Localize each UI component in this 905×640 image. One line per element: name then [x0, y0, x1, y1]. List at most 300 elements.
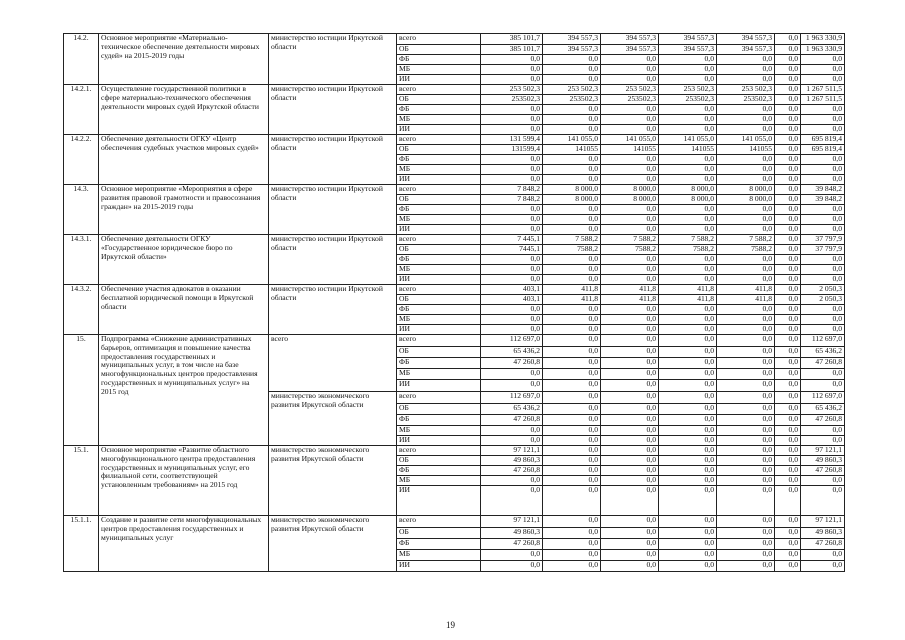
amount-cell: 131 599,4	[481, 135, 543, 145]
amount-cell: 0,0	[481, 115, 543, 125]
amount-cell: 97 121,1	[481, 516, 543, 528]
amount-cell: 0,0	[717, 55, 775, 65]
table-body	[64, 34, 845, 572]
amount-cell: 8 000,0	[543, 185, 601, 195]
amount-cell: 0,0	[775, 404, 801, 415]
amount-cell: 47 260,8	[801, 539, 845, 550]
amount-cell: 0,0	[481, 125, 543, 135]
amount-cell: 0,0	[601, 466, 659, 476]
amount-cell: 0,0	[601, 347, 659, 358]
funding-source: всего	[397, 34, 481, 45]
amount-cell: 0,0	[717, 358, 775, 369]
amount-cell: 0,0	[801, 215, 845, 225]
amount-cell: 8 000,0	[659, 185, 717, 195]
amount-cell: 0,0	[801, 305, 845, 315]
amount-cell: 0,0	[481, 175, 543, 185]
amount-cell: 0,0	[717, 561, 775, 572]
amount-cell: 0,0	[601, 380, 659, 392]
amount-cell: 0,0	[775, 205, 801, 215]
amount-cell: 0,0	[601, 165, 659, 175]
item-name: Обеспечение деятельности ОГКУ «Государственное юридическое бюро по Иркутской области»	[99, 235, 269, 285]
amount-cell: 0,0	[717, 225, 775, 235]
amount-cell: 411,8	[601, 285, 659, 295]
amount-cell: 0,0	[717, 155, 775, 165]
amount-cell: 141055	[543, 145, 601, 155]
amount-cell: 1 267 511,5	[801, 85, 845, 95]
amount-cell: 0,0	[481, 215, 543, 225]
amount-cell: 0,0	[601, 255, 659, 265]
amount-cell: 0,0	[775, 95, 801, 105]
amount-cell: 1 963 330,9	[801, 45, 845, 55]
amount-cell: 0,0	[717, 65, 775, 75]
item-number: 14.3.2.	[64, 285, 99, 335]
amount-cell: 65 436,2	[801, 347, 845, 358]
amount-cell: 0,0	[775, 516, 801, 528]
amount-cell: 0,0	[659, 415, 717, 426]
amount-cell: 0,0	[659, 215, 717, 225]
amount-cell: 0,0	[775, 195, 801, 205]
amount-cell: 0,0	[659, 315, 717, 325]
amount-cell: 0,0	[543, 347, 601, 358]
amount-cell: 0,0	[775, 34, 801, 45]
amount-cell: 0,0	[659, 55, 717, 65]
funding-source: ОБ	[397, 95, 481, 105]
funding-source: всего	[397, 516, 481, 528]
amount-cell: 0,0	[543, 205, 601, 215]
amount-cell: 0,0	[659, 155, 717, 165]
amount-cell: 0,0	[601, 75, 659, 85]
amount-cell: 695 819,4	[801, 135, 845, 145]
funding-source: всего	[397, 392, 481, 404]
amount-cell: 0,0	[659, 265, 717, 275]
amount-cell: 37 797,9	[801, 245, 845, 255]
funding-source: ФБ	[397, 105, 481, 115]
amount-cell: 0,0	[717, 550, 775, 561]
amount-cell: 0,0	[801, 325, 845, 335]
amount-cell: 141055	[601, 145, 659, 155]
amount-cell: 0,0	[775, 75, 801, 85]
amount-cell: 47 260,8	[801, 358, 845, 369]
amount-cell: 411,8	[601, 295, 659, 305]
amount-cell: 47 260,8	[481, 466, 543, 476]
amount-cell: 0,0	[717, 539, 775, 550]
amount-cell: 394 557,3	[717, 34, 775, 45]
funding-source: ИИ	[397, 125, 481, 135]
item-number: 14.2.2.	[64, 135, 99, 185]
amount-cell: 0,0	[775, 561, 801, 572]
amount-cell: 411,8	[543, 295, 601, 305]
amount-cell: 49 860,3	[801, 528, 845, 539]
amount-cell: 7445,1	[481, 245, 543, 255]
funding-source: ИИ	[397, 75, 481, 85]
amount-cell: 394 557,3	[543, 45, 601, 55]
table-row	[64, 135, 845, 145]
executor-cell: министерство экономического развития Иркутской области	[269, 446, 397, 516]
amount-cell: 0,0	[717, 325, 775, 335]
amount-cell: 0,0	[801, 486, 845, 516]
amount-cell: 0,0	[543, 486, 601, 516]
amount-cell: 0,0	[601, 486, 659, 516]
item-number: 14.3.1.	[64, 235, 99, 285]
amount-cell: 0,0	[601, 315, 659, 325]
amount-cell: 0,0	[775, 295, 801, 305]
funding-source: всего	[397, 285, 481, 295]
amount-cell: 0,0	[601, 404, 659, 415]
amount-cell: 0,0	[659, 436, 717, 446]
amount-cell: 0,0	[659, 125, 717, 135]
amount-cell: 0,0	[659, 358, 717, 369]
amount-cell: 253 502,3	[601, 85, 659, 95]
funding-source: ОБ	[397, 404, 481, 415]
amount-cell: 0,0	[775, 215, 801, 225]
amount-cell: 47 260,8	[481, 358, 543, 369]
amount-cell: 0,0	[801, 426, 845, 436]
amount-cell: 0,0	[601, 155, 659, 165]
amount-cell: 394 557,3	[601, 45, 659, 55]
funding-source: МБ	[397, 215, 481, 225]
amount-cell: 65 436,2	[801, 404, 845, 415]
funding-source: МБ	[397, 476, 481, 486]
amount-cell: 0,0	[717, 165, 775, 175]
amount-cell: 7588,2	[543, 245, 601, 255]
amount-cell: 0,0	[601, 225, 659, 235]
amount-cell: 0,0	[775, 305, 801, 315]
amount-cell: 0,0	[543, 55, 601, 65]
amount-cell: 0,0	[801, 65, 845, 75]
amount-cell: 0,0	[775, 165, 801, 175]
amount-cell: 47 260,8	[481, 415, 543, 426]
amount-cell: 0,0	[481, 561, 543, 572]
amount-cell: 0,0	[717, 205, 775, 215]
amount-cell: 0,0	[801, 115, 845, 125]
table-row	[64, 516, 845, 528]
amount-cell: 394 557,3	[659, 34, 717, 45]
amount-cell: 0,0	[659, 175, 717, 185]
amount-cell: 65 436,2	[481, 347, 543, 358]
funding-source: ИИ	[397, 275, 481, 285]
amount-cell: 0,0	[543, 165, 601, 175]
amount-cell: 7 445,1	[481, 235, 543, 245]
amount-cell: 0,0	[481, 155, 543, 165]
amount-cell: 0,0	[601, 265, 659, 275]
amount-cell: 0,0	[717, 426, 775, 436]
funding-source: всего	[397, 335, 481, 347]
amount-cell: 0,0	[543, 466, 601, 476]
amount-cell: 49 860,3	[481, 456, 543, 466]
executor-cell: всего	[269, 335, 397, 392]
amount-cell: 0,0	[601, 561, 659, 572]
amount-cell: 7 588,2	[659, 235, 717, 245]
amount-cell: 0,0	[601, 476, 659, 486]
amount-cell: 0,0	[543, 358, 601, 369]
amount-cell: 0,0	[601, 55, 659, 65]
funding-source: всего	[397, 135, 481, 145]
amount-cell: 47 260,8	[801, 415, 845, 426]
amount-cell: 0,0	[601, 392, 659, 404]
item-name: Обеспечение деятельности ОГКУ «Центр обеспечения судебных участков мировых судей»	[99, 135, 269, 185]
amount-cell: 0,0	[659, 115, 717, 125]
amount-cell: 141055	[659, 145, 717, 155]
amount-cell: 49 860,3	[801, 456, 845, 466]
amount-cell: 0,0	[775, 105, 801, 115]
item-name: Основное мероприятие «Мероприятия в сфере развития правовой грамотности и правосознания граждан» на 2015-2019 годы	[99, 185, 269, 235]
amount-cell: 0,0	[543, 105, 601, 115]
amount-cell: 0,0	[659, 539, 717, 550]
amount-cell: 0,0	[543, 275, 601, 285]
amount-cell: 0,0	[659, 561, 717, 572]
amount-cell: 394 557,3	[659, 45, 717, 55]
amount-cell: 0,0	[543, 255, 601, 265]
amount-cell: 0,0	[659, 528, 717, 539]
amount-cell: 0,0	[775, 125, 801, 135]
amount-cell: 0,0	[775, 550, 801, 561]
amount-cell: 0,0	[775, 275, 801, 285]
amount-cell: 253502,3	[601, 95, 659, 105]
amount-cell: 0,0	[801, 75, 845, 85]
amount-cell: 411,8	[543, 285, 601, 295]
amount-cell: 0,0	[717, 392, 775, 404]
amount-cell: 0,0	[481, 486, 543, 516]
amount-cell: 8 000,0	[601, 195, 659, 205]
table-row	[64, 235, 845, 245]
amount-cell: 0,0	[659, 466, 717, 476]
amount-cell: 0,0	[601, 115, 659, 125]
item-number: 15.1.1.	[64, 516, 99, 572]
amount-cell: 0,0	[601, 215, 659, 225]
amount-cell: 0,0	[801, 165, 845, 175]
amount-cell: 47 260,8	[801, 466, 845, 476]
amount-cell: 0,0	[543, 65, 601, 75]
amount-cell: 0,0	[543, 305, 601, 315]
amount-cell: 0,0	[775, 446, 801, 456]
amount-cell: 0,0	[775, 85, 801, 95]
amount-cell: 49 860,3	[481, 528, 543, 539]
amount-cell: 0,0	[543, 369, 601, 380]
funding-source: МБ	[397, 165, 481, 175]
amount-cell: 411,8	[659, 295, 717, 305]
amount-cell: 0,0	[775, 145, 801, 155]
amount-cell: 0,0	[481, 305, 543, 315]
amount-cell: 0,0	[717, 115, 775, 125]
amount-cell: 0,0	[481, 315, 543, 325]
amount-cell: 0,0	[601, 105, 659, 115]
amount-cell: 385 101,7	[481, 45, 543, 55]
item-number: 14.2.	[64, 34, 99, 85]
amount-cell: 0,0	[659, 456, 717, 466]
amount-cell: 0,0	[717, 466, 775, 476]
amount-cell: 0,0	[801, 265, 845, 275]
amount-cell: 0,0	[543, 436, 601, 446]
amount-cell: 0,0	[481, 275, 543, 285]
amount-cell: 0,0	[717, 315, 775, 325]
amount-cell: 8 000,0	[717, 185, 775, 195]
funding-source: ФБ	[397, 415, 481, 426]
amount-cell: 0,0	[775, 347, 801, 358]
amount-cell: 0,0	[775, 380, 801, 392]
amount-cell: 0,0	[659, 404, 717, 415]
amount-cell: 0,0	[801, 205, 845, 215]
executor-cell: министерство юстиции Иркутской области	[269, 135, 397, 185]
amount-cell: 0,0	[659, 165, 717, 175]
table-row	[64, 34, 845, 45]
amount-cell: 411,8	[717, 285, 775, 295]
amount-cell: 0,0	[659, 275, 717, 285]
amount-cell: 0,0	[543, 215, 601, 225]
amount-cell: 0,0	[601, 175, 659, 185]
amount-cell: 0,0	[659, 426, 717, 436]
executor-cell: министерство экономического развития Иркутской области	[269, 392, 397, 446]
amount-cell: 403,1	[481, 295, 543, 305]
amount-cell: 65 436,2	[481, 404, 543, 415]
funding-source: ОБ	[397, 295, 481, 305]
item-name: Создание и развитие сети многофункциональных центров предоставления государственных и муниципальных услуг	[99, 516, 269, 572]
amount-cell: 0,0	[543, 125, 601, 135]
amount-cell: 253 502,3	[717, 85, 775, 95]
amount-cell: 0,0	[543, 392, 601, 404]
amount-cell: 0,0	[775, 265, 801, 275]
amount-cell: 0,0	[659, 446, 717, 456]
amount-cell: 7588,2	[601, 245, 659, 255]
amount-cell: 0,0	[543, 380, 601, 392]
amount-cell: 7 588,2	[601, 235, 659, 245]
funding-source: МБ	[397, 65, 481, 75]
amount-cell: 8 000,0	[543, 195, 601, 205]
amount-cell: 0,0	[775, 539, 801, 550]
amount-cell: 0,0	[601, 528, 659, 539]
amount-cell: 0,0	[659, 105, 717, 115]
amount-cell: 0,0	[775, 392, 801, 404]
amount-cell: 0,0	[543, 115, 601, 125]
item-name: Основное мероприятие «Материально-техническое обеспечение деятельности мировых судей» на 2015-2019 годы	[99, 34, 269, 85]
amount-cell: 0,0	[717, 516, 775, 528]
amount-cell: 0,0	[775, 335, 801, 347]
executor-cell: министерство юстиции Иркутской области	[269, 85, 397, 135]
amount-cell: 0,0	[481, 325, 543, 335]
executor-cell: министерство юстиции Иркутской области	[269, 185, 397, 235]
amount-cell: 0,0	[775, 415, 801, 426]
amount-cell: 0,0	[717, 215, 775, 225]
amount-cell: 0,0	[775, 325, 801, 335]
amount-cell: 0,0	[775, 456, 801, 466]
amount-cell: 8 000,0	[659, 195, 717, 205]
table-row	[64, 85, 845, 95]
funding-source: ИИ	[397, 380, 481, 392]
funding-source: всего	[397, 235, 481, 245]
amount-cell: 0,0	[717, 275, 775, 285]
amount-cell: 0,0	[775, 225, 801, 235]
funding-source: МБ	[397, 265, 481, 275]
amount-cell: 0,0	[543, 539, 601, 550]
financing-table	[63, 33, 845, 572]
amount-cell: 253 502,3	[659, 85, 717, 95]
amount-cell: 112 697,0	[481, 335, 543, 347]
funding-source: МБ	[397, 550, 481, 561]
amount-cell: 0,0	[775, 245, 801, 255]
amount-cell: 0,0	[801, 275, 845, 285]
amount-cell: 112 697,0	[801, 392, 845, 404]
amount-cell: 0,0	[801, 255, 845, 265]
item-number: 14.2.1.	[64, 85, 99, 135]
amount-cell: 141 055,0	[659, 135, 717, 145]
amount-cell: 0,0	[775, 255, 801, 265]
funding-source: ОБ	[397, 245, 481, 255]
amount-cell: 0,0	[775, 155, 801, 165]
funding-source: МБ	[397, 426, 481, 436]
amount-cell: 0,0	[601, 125, 659, 135]
funding-source: ФБ	[397, 205, 481, 215]
amount-cell: 1 963 330,9	[801, 34, 845, 45]
amount-cell: 1 267 511,5	[801, 95, 845, 105]
funding-source: ФБ	[397, 539, 481, 550]
amount-cell: 253502,3	[659, 95, 717, 105]
amount-cell: 0,0	[801, 369, 845, 380]
amount-cell: 112 697,0	[481, 392, 543, 404]
amount-cell: 0,0	[717, 456, 775, 466]
amount-cell: 253 502,3	[543, 85, 601, 95]
funding-source: всего	[397, 85, 481, 95]
amount-cell: 0,0	[775, 115, 801, 125]
amount-cell: 0,0	[601, 335, 659, 347]
table-row	[64, 335, 845, 347]
amount-cell: 0,0	[775, 285, 801, 295]
amount-cell: 0,0	[481, 380, 543, 392]
amount-cell: 0,0	[601, 205, 659, 215]
amount-cell: 0,0	[717, 175, 775, 185]
amount-cell: 0,0	[543, 335, 601, 347]
amount-cell: 141 055,0	[601, 135, 659, 145]
amount-cell: 0,0	[659, 380, 717, 392]
amount-cell: 0,0	[717, 125, 775, 135]
amount-cell: 112 697,0	[801, 335, 845, 347]
amount-cell: 0,0	[543, 561, 601, 572]
amount-cell: 0,0	[601, 436, 659, 446]
amount-cell: 0,0	[481, 255, 543, 265]
amount-cell: 0,0	[775, 135, 801, 145]
amount-cell: 97 121,1	[801, 516, 845, 528]
funding-source: ФБ	[397, 358, 481, 369]
amount-cell: 0,0	[801, 175, 845, 185]
amount-cell: 0,0	[801, 550, 845, 561]
funding-source: всего	[397, 446, 481, 456]
amount-cell: 0,0	[775, 358, 801, 369]
amount-cell: 0,0	[481, 476, 543, 486]
amount-cell: 394 557,3	[717, 45, 775, 55]
amount-cell: 0,0	[717, 528, 775, 539]
amount-cell: 0,0	[481, 369, 543, 380]
amount-cell: 0,0	[801, 436, 845, 446]
amount-cell: 0,0	[775, 185, 801, 195]
amount-cell: 0,0	[481, 165, 543, 175]
amount-cell: 0,0	[543, 155, 601, 165]
amount-cell: 0,0	[543, 404, 601, 415]
amount-cell: 0,0	[659, 476, 717, 486]
amount-cell: 0,0	[543, 476, 601, 486]
executor-cell: министерство юстиции Иркутской области	[269, 235, 397, 285]
amount-cell: 0,0	[543, 225, 601, 235]
amount-cell: 0,0	[543, 265, 601, 275]
amount-cell: 0,0	[775, 486, 801, 516]
executor-cell: министерство юстиции Иркутской области	[269, 285, 397, 335]
item-name: Подпрограмма «Снижение административных барьеров, оптимизация и повышение качества предоставления государственных и муниципальных услуг, в том числе на базе многофункциональных центров предоставления государственных и муниципальных услуг» на 2015 год	[99, 335, 269, 446]
amount-cell: 0,0	[775, 369, 801, 380]
amount-cell: 0,0	[775, 476, 801, 486]
amount-cell: 385 101,7	[481, 34, 543, 45]
funding-source: ОБ	[397, 347, 481, 358]
amount-cell: 0,0	[543, 516, 601, 528]
amount-cell: 253502,3	[717, 95, 775, 105]
amount-cell: 0,0	[543, 315, 601, 325]
amount-cell: 2 050,3	[801, 295, 845, 305]
